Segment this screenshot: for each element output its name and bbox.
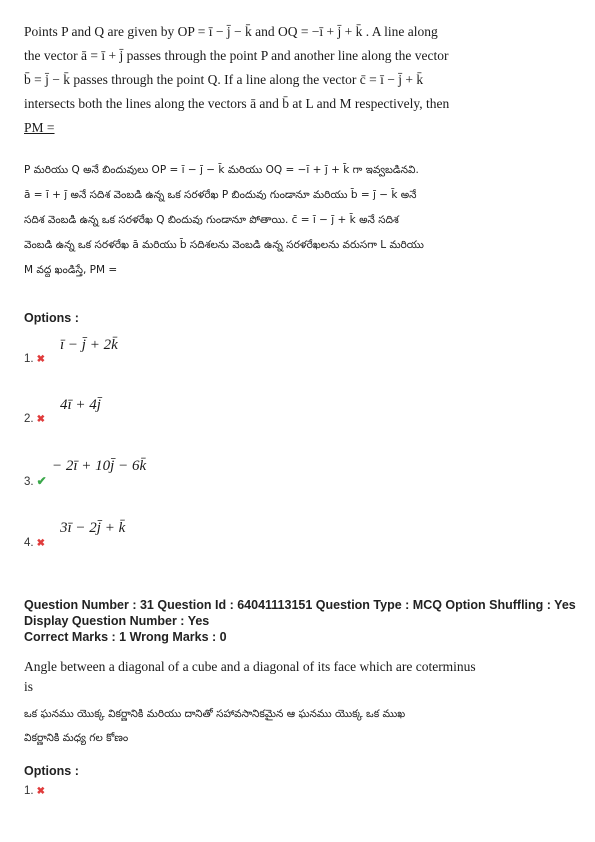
q30-english-text (24, 20, 584, 140)
q31-meta-line: Question Number : 31 Question Id : 64041113151 Question Type : MCQ Option Shuffling : Yes (24, 598, 576, 612)
q31-english-text (24, 657, 584, 697)
q30-telugu-line: P మరియు Q అనే బిందువులు OP = ī − j̄ − k̄ మరియు OQ = −ī + j̄ + k̄ గా ఇవ్వబడినవి. (24, 164, 419, 176)
q30-english-line: the vector ā = ī + j̄ passes through the point P and another line along the vector (24, 48, 449, 63)
q30-option-4[interactable] (24, 537, 45, 549)
cross-icon: ✖ (36, 538, 45, 549)
q30-telugu-text (24, 158, 584, 283)
q30-option-1[interactable] (24, 353, 45, 365)
q31-english-line: is (24, 679, 34, 694)
q30-option-2[interactable] (24, 413, 45, 425)
option-number: 1. (24, 785, 34, 797)
q30-option-3[interactable] (24, 474, 47, 488)
q30-english-line: PM = (24, 120, 55, 135)
q30-option-4-expr: 3ī − 2j̄ + k̄ (60, 520, 126, 536)
q30-telugu-line: సదిశ వెంబడి ఉన్న ఒక సరళరేఖ Q బిందువు గుండానూ పోతాయి. c̄ = ī − j̄ + k̄ అనే సదిశ (24, 214, 399, 226)
q31-option-1[interactable] (24, 785, 45, 797)
q30-telugu-line: ā = ī + j̄ అనే సదిశ వెంబడి ఉన్న ఒక సరళరేఖ P బిందువు గుండానూ మరియు b̄ = j̄ − k̄ అనే (24, 189, 417, 201)
q30-option-2-expr: 4ī + 4j̄ (60, 397, 101, 413)
q31-english-line: Angle between a diagonal of a cube and a diagonal of its face which are coterminus (24, 659, 476, 674)
cross-icon: ✖ (36, 786, 45, 797)
option-number: 3. (24, 476, 34, 488)
q30-english-line: intersects both the lines along the vectors ā and b̄ at L and M respectively, then (24, 96, 450, 111)
q31-telugu-line: వికర్ణానికి మధ్య గల కోణం (24, 732, 129, 744)
q31-options-label: Options : (24, 764, 79, 778)
q30-options-label: Options : (24, 311, 79, 325)
q30-option-3-expr: − 2ī + 10j̄ − 6k̄ (52, 458, 147, 474)
q30-telugu-line: M వద్ద ఖండిస్తే, PM = (24, 264, 118, 276)
option-number: 1. (24, 353, 34, 365)
q31-telugu-line: ఒక ఘనము యొక్క వికర్ణానికి మరియు దానితో సహావసానికమైన ఆ ఘనము యొక్క ఒక ముఖ (24, 708, 406, 720)
q31-marks-line: Correct Marks : 1 Wrong Marks : 0 (24, 630, 227, 644)
q31-header (24, 597, 584, 645)
cross-icon: ✖ (36, 354, 45, 365)
q30-english-line: b̄ = j̄ − k̄ passes through the point Q. If a line along the vector c̄ = ī − j̄ + k̄ (24, 72, 424, 87)
cross-icon: ✖ (36, 414, 45, 425)
q31-display-line: Display Question Number : Yes (24, 614, 210, 628)
option-number: 4. (24, 537, 34, 549)
q30-english-line: Points P and Q are given by OP = ī − j̄ − k̄ and OQ = −ī + j̄ + k̄ . A line along (24, 24, 438, 39)
q30-option-1-expr: ī − j̄ + 2k̄ (60, 337, 118, 353)
q31-telugu-text (24, 702, 584, 750)
option-number: 2. (24, 413, 34, 425)
q30-telugu-line: వెంబడి ఉన్న ఒక సరళరేఖ ā మరియు b̄ సదిశలను వెంబడి ఉన్న సరళరేఖలను వరుసగా L మరియు (24, 239, 424, 251)
check-icon: ✔ (36, 474, 47, 488)
